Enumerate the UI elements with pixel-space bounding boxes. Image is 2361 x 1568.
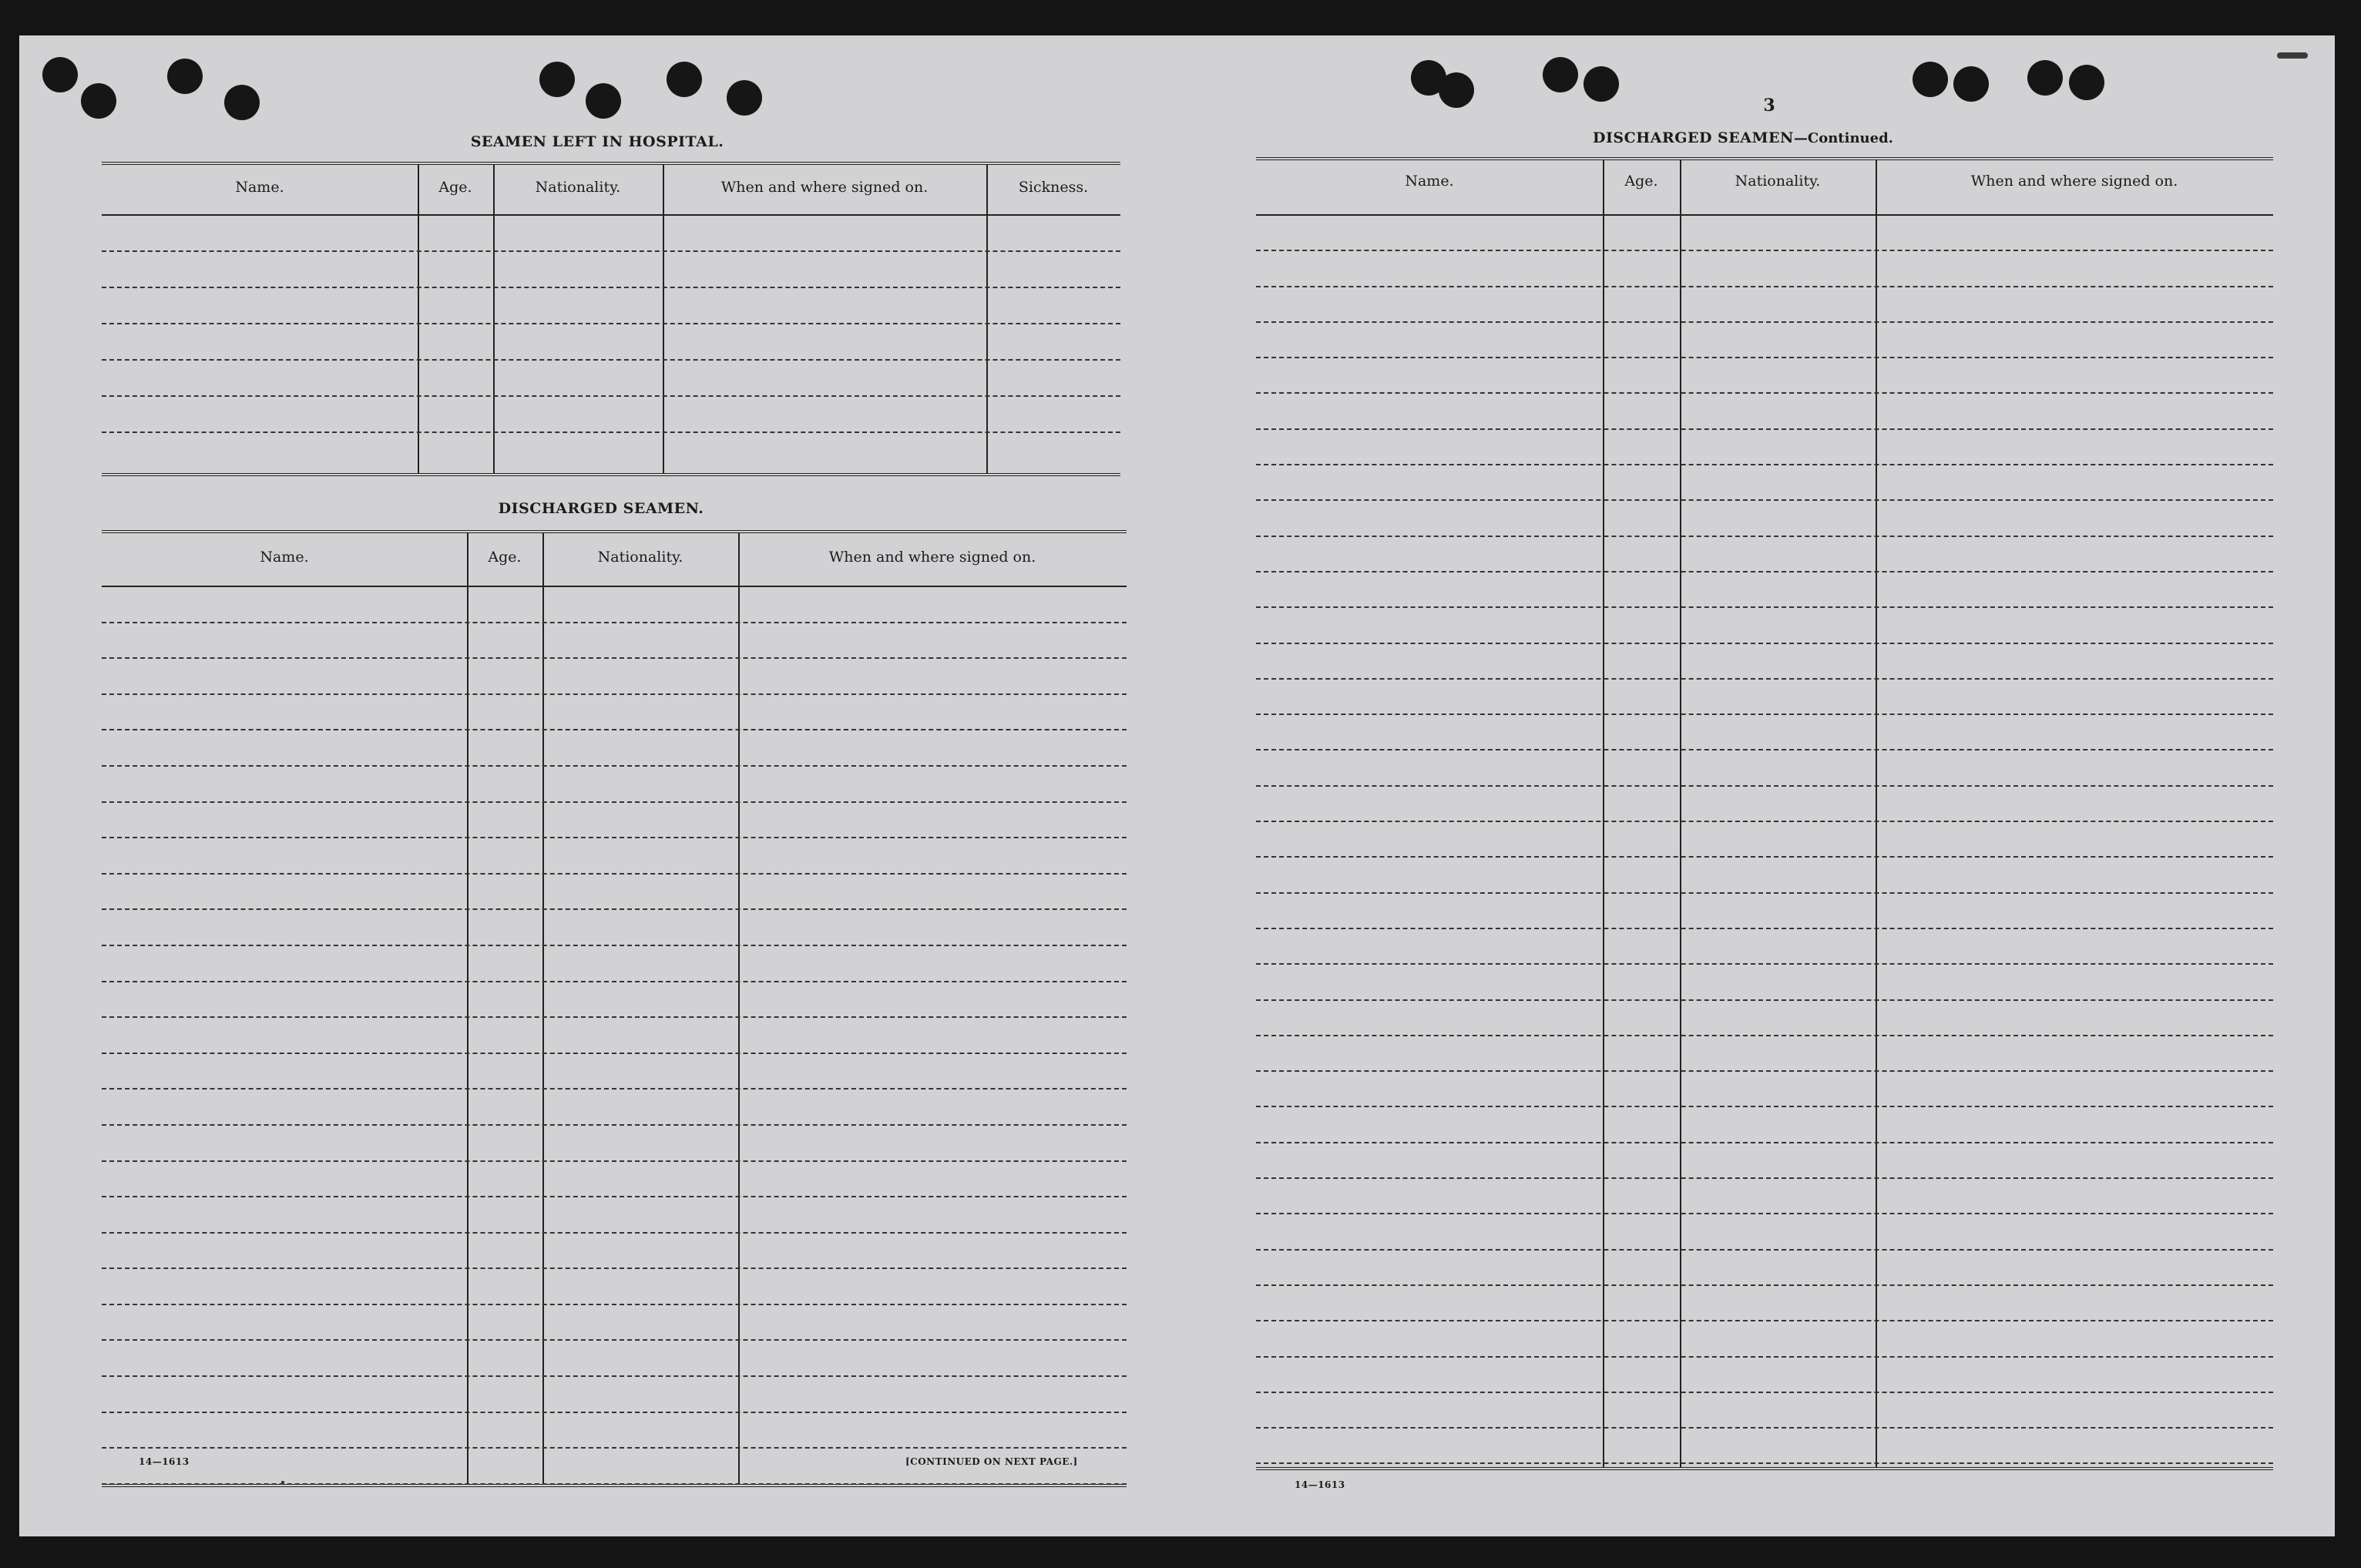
table-row: [1256, 1036, 2273, 1072]
table-row: [102, 1234, 1127, 1270]
column-header-name: Name.: [1405, 173, 1454, 190]
punch-hole-icon: [727, 80, 762, 116]
column-header-name: Name.: [260, 549, 309, 566]
table-row: [102, 803, 1127, 839]
table-row: [102, 216, 1120, 252]
punch-hole-icon: [1439, 72, 1474, 108]
punch-hole-icon: [224, 85, 260, 120]
column-header-signed-on: When and where signed on.: [1970, 173, 2178, 190]
table-row: [102, 587, 1127, 623]
table-row: [1256, 929, 2273, 965]
table-row: [1256, 894, 2273, 929]
table-row: [102, 767, 1127, 803]
punch-hole-icon: [1584, 66, 1619, 102]
table-row: [1256, 715, 2273, 750]
punch-hole-icon: [667, 62, 702, 97]
table-row: [102, 982, 1127, 1019]
table-row: [1256, 1214, 2273, 1250]
punch-hole-icon: [1543, 57, 1578, 92]
table-row: [1256, 1321, 2273, 1357]
column-header-age: Age.: [438, 179, 472, 196]
table-row: [1256, 1429, 2273, 1464]
table-row: [102, 1341, 1127, 1377]
punch-hole-icon: [1913, 62, 1948, 97]
table-row: [1256, 1286, 2273, 1321]
punch-hole-icon: [167, 59, 203, 94]
column-header-sickness: Sickness.: [1018, 179, 1089, 196]
column-header-signed-on: When and where signed on.: [828, 549, 1036, 566]
table-row: [102, 1018, 1127, 1054]
table-row: [1256, 323, 2273, 358]
table-row: [1256, 858, 2273, 893]
left-page: [19, 35, 1167, 1536]
table-row: [1256, 750, 2273, 786]
column-header-age: Age.: [1624, 173, 1658, 190]
table-row: [1256, 822, 2273, 858]
table-row: [102, 397, 1120, 433]
discharged-table-left-rows: [102, 587, 1127, 1485]
discharged-table-right-rows: [1256, 216, 2273, 1464]
table-row: [102, 1090, 1127, 1126]
table-row: [102, 1269, 1127, 1305]
hospital-table: [102, 162, 1120, 476]
discharged-section-title: DISCHARGED SEAMEN.: [498, 500, 704, 517]
right-page: [1167, 35, 2335, 1536]
column-header-nationality: Nationality.: [597, 549, 683, 566]
punch-hole-icon: [1953, 66, 1989, 102]
table-row: [102, 288, 1120, 324]
punch-hole-icon: [2069, 65, 2104, 100]
table-row: [1256, 430, 2273, 465]
column-header-nationality: Nationality.: [1735, 173, 1821, 190]
table-row: [102, 252, 1120, 288]
discharged-table-left: [102, 530, 1127, 1487]
table-row: [102, 324, 1120, 361]
table-row: [102, 1126, 1127, 1162]
table-row: [1256, 394, 2273, 429]
table-row: [102, 623, 1127, 660]
form-code: 14—1613: [1295, 1479, 1345, 1490]
table-row: [1256, 680, 2273, 715]
table-row: [1256, 1251, 2273, 1286]
table-row: [102, 361, 1120, 397]
punch-hole-icon: [42, 57, 78, 92]
table-row: [102, 910, 1127, 946]
table-row: [1256, 537, 2273, 572]
table-row: [102, 659, 1127, 695]
table-row: [102, 875, 1127, 911]
discharged-table-right: [1256, 157, 2273, 1470]
table-row: [102, 730, 1127, 767]
column-header-age: Age.: [488, 549, 522, 566]
hospital-table-rows: [102, 216, 1120, 433]
table-row: [1256, 965, 2273, 1000]
table-row: [1256, 287, 2273, 323]
table-row: [102, 1197, 1127, 1234]
table-row: [1256, 608, 2273, 643]
table-row: [102, 1377, 1127, 1413]
punch-hole-icon: [539, 62, 575, 97]
table-row: [102, 1054, 1127, 1090]
continued-note: [CONTINUED ON NEXT PAGE.]: [905, 1456, 1078, 1467]
table-row: [1256, 644, 2273, 680]
table-row: [1256, 1072, 2273, 1107]
punch-hole-icon: [586, 83, 621, 119]
table-row: [1256, 1143, 2273, 1179]
table-row: [1256, 1107, 2273, 1143]
table-row: [102, 1162, 1127, 1198]
page-number: 3: [1763, 96, 1775, 116]
table-row: [1256, 465, 2273, 501]
table-row: [1256, 358, 2273, 394]
table-row: [102, 946, 1127, 982]
table-row: [1256, 251, 2273, 287]
table-row: [1256, 1179, 2273, 1214]
hospital-section-title: SEAMEN LEFT IN HOSPITAL.: [470, 133, 724, 150]
table-row: [102, 838, 1127, 875]
punch-hole-icon: [81, 83, 116, 119]
table-row: [1256, 1001, 2273, 1036]
title-suffix: —Continued.: [1793, 130, 1893, 146]
table-row: [1256, 216, 2273, 251]
column-header-nationality: Nationality.: [535, 179, 621, 196]
table-row: [102, 1413, 1127, 1449]
column-header-signed-on: When and where signed on.: [720, 179, 929, 196]
column-header-name: Name.: [235, 179, 284, 196]
table-row: [1256, 787, 2273, 822]
form-code: 14—1613: [139, 1456, 190, 1467]
table-row: [1256, 501, 2273, 536]
table-row: [102, 695, 1127, 731]
title-main: DISCHARGED SEAMEN: [1593, 129, 1794, 146]
table-row: [102, 1305, 1127, 1341]
table-row: [1256, 1358, 2273, 1393]
punch-hole-icon: [2027, 60, 2063, 96]
discharged-continued-title: [1593, 129, 1893, 146]
table-row: [1256, 572, 2273, 608]
table-row: [1256, 1393, 2273, 1429]
